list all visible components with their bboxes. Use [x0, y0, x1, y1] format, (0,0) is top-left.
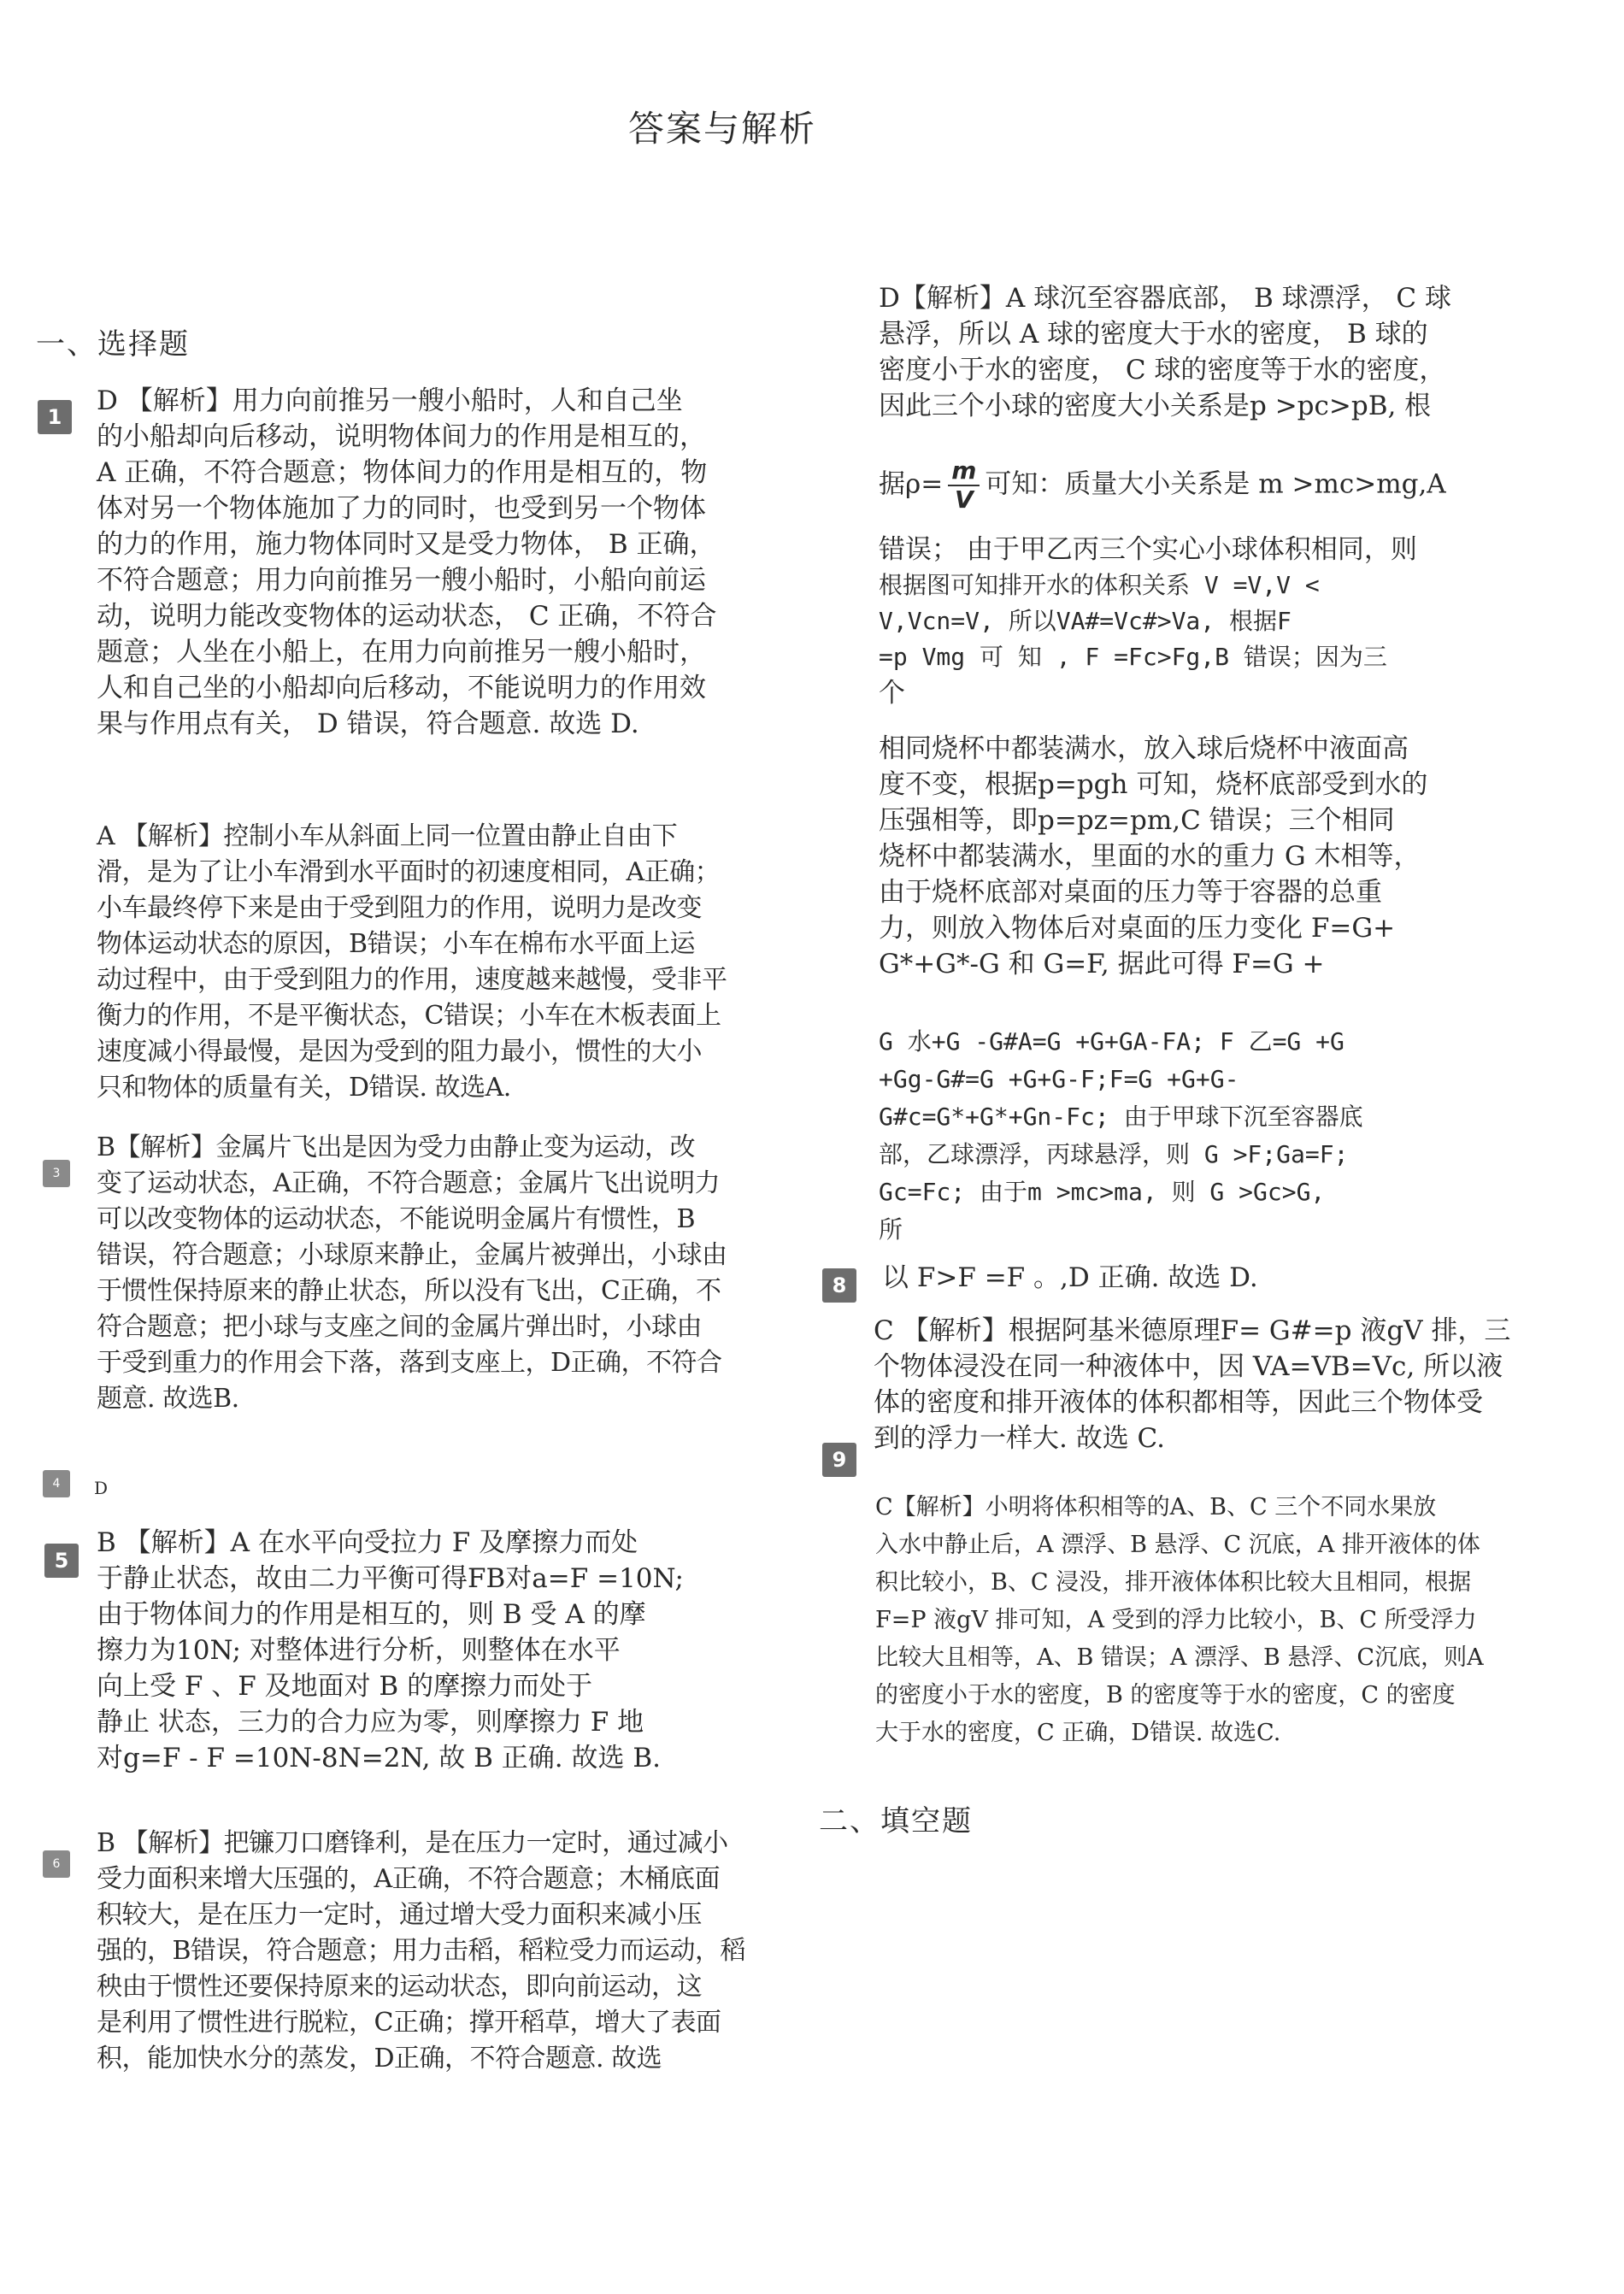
answer-q7-part1: D【解析】A 球沉至容器底部， B 球漂浮， C 球 悬浮，所以 A 球的密度大于水的密度， B 球的 密度小于水的密度， C 球的密度等于水的密度， 因此三个小球的密度大小关系是p >pc>pB, 根: [879, 283, 1452, 421]
answer-q2: A 【解析】控制小车从斜面上同一位置由静止自由下 滑，是为了让小车滑到水平面时的初速度相同，A正确； 小车最终停下来是由于受到阻力的作用，说明力是改变 物体运动状态的原因，B错误；小车在棉布水平面上运 动过程中，由于受到阻力的作用，速度越来越慢，受非平 衡力的作用，不是平衡状态，C错误；小车在木板表面上 速度减小得最慢，是因为受到的阻力最小，惯性的大小 只和物体的质量有关，D错误. 故选A.: [97, 821, 727, 1103]
page-title: 答案与解析: [628, 108, 817, 150]
section-heading-fill: 二、填空题: [819, 1804, 973, 1838]
answer-q9: C 【解析】根据阿基米德原理F= G#=p 液gV 排，三 个物体浸没在同一种液体中，因 VA=VB=Vc, 所以液 体的密度和排开液体的体积都相等，因此三个物体受 到的浮力一样大. 故选 C.: [874, 1315, 1511, 1454]
answer-q3: B【解析】金属片飞出是因为受力由静止变为运动，改 变了运动状态，A正确，不符合题意；金属片飞出说明力 可以改变物体的运动状态，不能说明金属片有惯性，B 错误，符合题意；小球原来静止，金属片被弹出，小球由 于惯性保持原来的静止状态，所以没有飞出，C正确，不 符合题意；把小球与支座之间的金属片弹出时，小球由 于受到重力的作用会下落，落到支座上，D正确，不符合 题意. 故选B.: [97, 1132, 727, 1414]
density-fraction: $\frac{m}{V}$: [948, 457, 980, 514]
answer-q7-part4: G 水+G -G#A=G +G+GA-FA; F 乙=G +G +Gg-G#=G +G+G-F;F=G +G+G- G#c=G*+G*+Gn-Fc; 由于甲球下沉至容器底 部，乙球漂浮，丙球悬浮，则 G >F;Ga=F; Gc=Fc; 由于m >mc>ma, 则 G >Gc>G, 所: [879, 1027, 1363, 1244]
question-number-badge: 9: [822, 1443, 856, 1477]
answer-q4: D: [94, 1478, 109, 1498]
question-number-badge: 5: [44, 1544, 79, 1578]
question-number-badge: 3: [43, 1160, 70, 1187]
answer-q5: B 【解析】A 在水平向受拉力 F 及摩擦力而处 于静止状态，故由二力平衡可得FB对a=F =10N; 由于物体间力的作用是相互的，则 B 受 A 的摩 擦力为10N; 对整体进行分析，则整体在水平 向上受 F 、F 及地面对 B 的摩擦力而处于 静止 状态，三力的合力应为零，则摩擦力 F 地 对g=F - F =10N-8N=2N, 故 B 正确. 故选 B.: [97, 1527, 684, 1773]
question-number-badge: 4: [43, 1470, 70, 1497]
question-number-badge: 1: [38, 400, 72, 434]
question-number-badge: 6: [43, 1850, 70, 1878]
answer-q6: B 【解析】把镰刀口磨锋利，是在压力一定时，通过减小 受力面积来增大压强的，A正确，不符合题意；木桶底面 积较大，是在压力一定时，通过增大受力面积来减小压 强的，B错误，符合题意；用力击稻，稻粒受力而运动，稻 秧由于惯性还要保持原来的运动状态，即向前运动，这 是利用了惯性进行脱粒，C正确；撑开稻草，增大了表面 积，能加快水分的蒸发，D正确，不符合题意. 故选: [97, 1828, 746, 2073]
answer-q7-part2: 错误； 由于甲乙丙三个实心小球体积相同，则 根据图可知排开水的体积关系 V =V,V < V,Vcn=V, 所以VA#=Vc#>Va, 根据F =p Vmg 可 知 , F =Fc>Fg,B 错误；因为三 个: [879, 534, 1417, 709]
answer-q8: 以 F>F =F 。,D 正确. 故选 D.: [882, 1262, 1258, 1293]
answer-q7-formula-line: 据ρ= $\frac{m}{V}$ 可知：质量大小关系是 m >mc>mg,A: [879, 456, 1446, 514]
answer-q10: C【解析】小明将体积相等的A、B、C 三个不同水果放 入水中静止后，A 漂浮、B 悬浮、C 沉底，A 排开液体的体 积比较小，B、C 浸没，排开液体体积比较大且相同，根据 F=P 液gV 排可知，A 受到的浮力比较小，B、C 所受浮力 比较大且相等，A、B 错误；A 漂浮、B 悬浮、C沉底，则A 的密度小于水的密度，B 的密度等于水的密度，C 的密度 大于水的密度，C 正确，D错误. 故选C.: [875, 1494, 1484, 1746]
answer-q7-part3: 相同烧杯中都装满水，放入球后烧杯中液面高 度不变，根据p=pgh 可知，烧杯底部受到水的 压强相等，即p=pz=pm,C 错误；三个相同 烧杯中都装满水，里面的水的重力 G 木相等， 由于烧杯底部对桌面的压力等于容器的总重 力，则放入物体后对桌面的压力变化 F=G+ G*+G*-G 和 G=F, 据此可得 F=G +: [879, 733, 1428, 979]
section-heading-choice: 一、选择题: [36, 327, 190, 362]
answer-q1: D 【解析】用力向前推另一艘小船时，人和自己坐 的小船却向后移动，说明物体间力的作用是相互的， A 正确，不符合题意；物体间力的作用是相互的，物 体对另一个物体施加了力的同时，也受到另一个物体 的力的作用，施力物体同时又是受力物体， B 正确， 不符合题意；用力向前推另一艘小船时，小船向前运 动，说明力能改变物体的运动状态， C 正确，不符合 题意；人坐在小船上，在用力向前推另一艘小船时， 人和自己坐的小船却向后移动，不能说明力的作用效 果与作用点有关， D 错误，符合题意. 故选 D.: [97, 385, 717, 739]
question-number-badge: 8: [822, 1268, 856, 1303]
